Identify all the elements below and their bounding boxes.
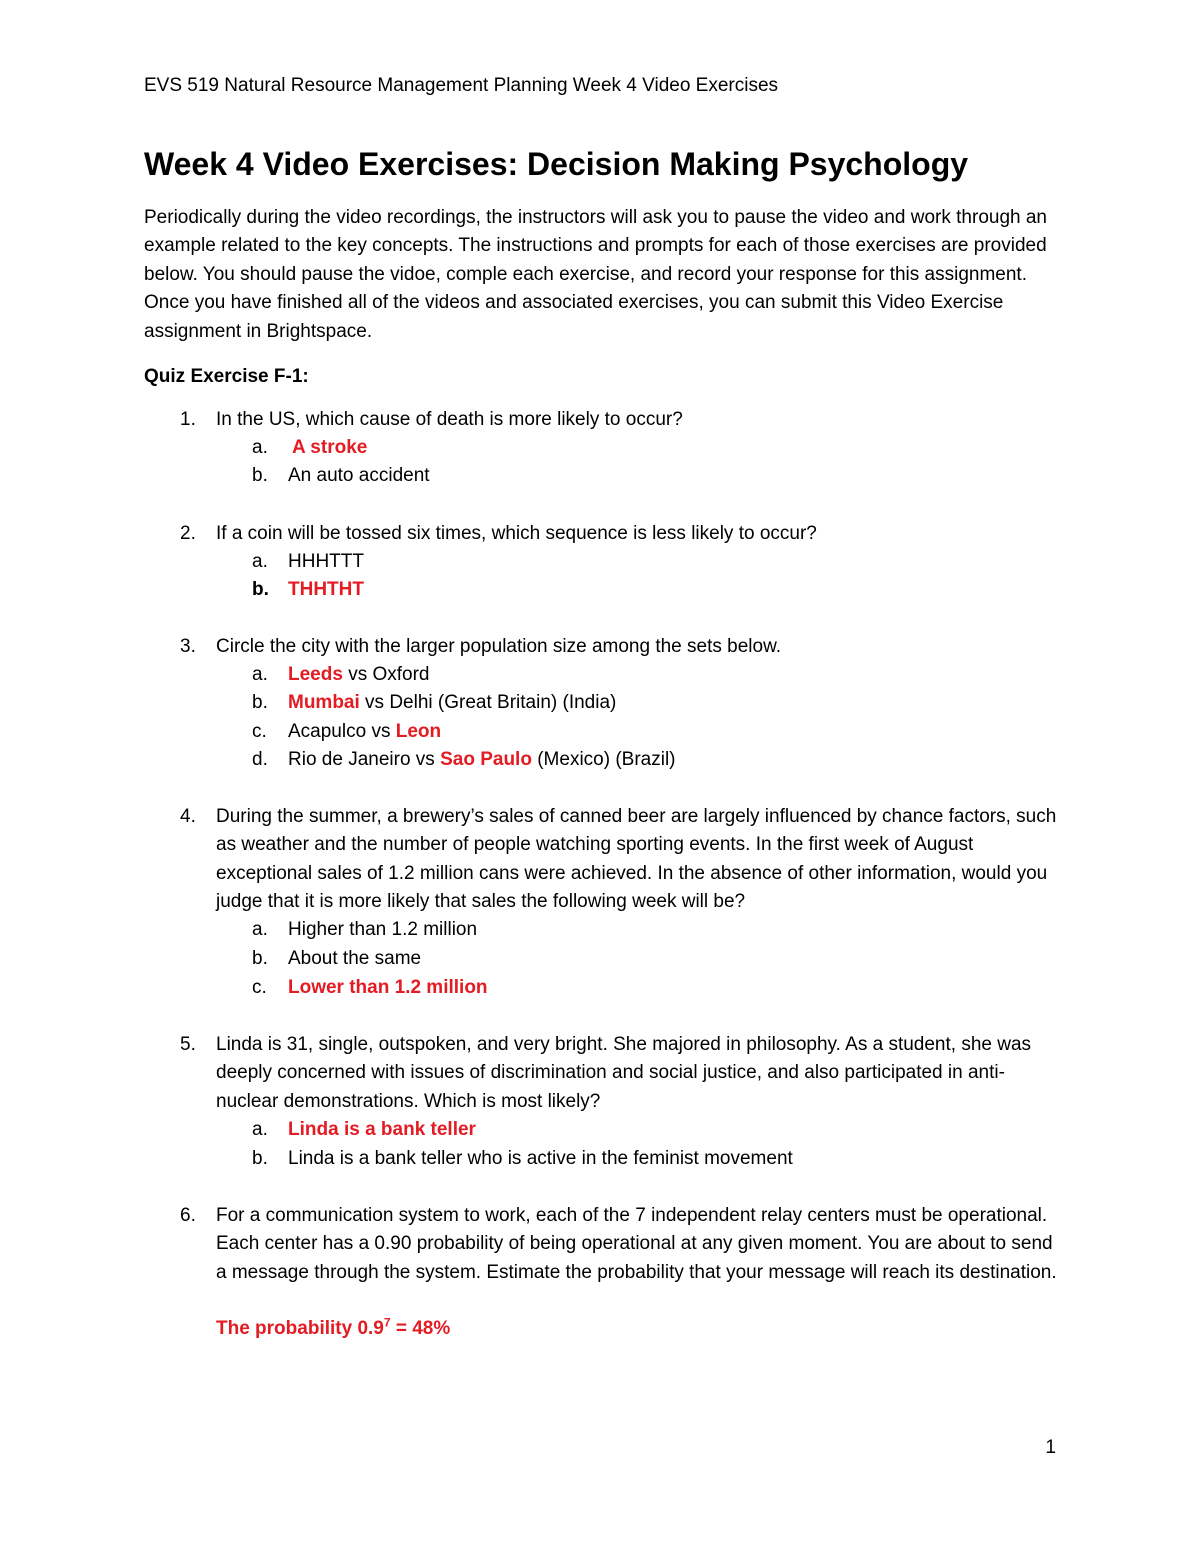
option	[0, 434, 1200, 462]
option-text: Mumbai vs Delhi (Great Britain) (India)	[288, 692, 617, 713]
answer-highlight: Linda is a bank teller	[288, 1119, 476, 1140]
option-letter: a.	[252, 919, 268, 940]
option-text	[292, 434, 367, 462]
answer-highlight: Leeds	[288, 664, 343, 685]
option-letter: b.	[252, 465, 268, 486]
question-text: For a communication system to work, each of the 7 independent relay centers must be operational. Each center has a 0.90 probability of being operational at any given moment. You are about to send a message through the system. Estimate the probability that your message will reach its destination.	[216, 1205, 1057, 1283]
option-letter: d.	[252, 749, 268, 770]
option	[0, 1116, 1200, 1144]
intro-paragraph: Periodically during the video recordings, the instructors will ask you to pause the video and work through an example related to the key concepts. The instructions and prompts for each of those exercises are provided below. You should pause the vidoe, comple each exercise, and record your response for this assignment. Once you have finished all of the videos and associated exercises, you can submit this Video Exercise assignment in Brightspace.	[144, 207, 1048, 342]
question-number: 3.	[180, 636, 196, 657]
option-text: An auto accident	[288, 465, 430, 486]
option-text	[288, 1116, 476, 1144]
option-text	[288, 576, 364, 604]
question-text: In the US, which cause of death is more likely to occur?	[216, 409, 683, 430]
question-text: Linda is 31, single, outspoken, and very bright. She majored in philosophy. As a student, she was deeply concerned with issues of discrimination and social justice, and also participated in anti-nuclear demonstrations. Which is most likely?	[216, 1034, 1032, 1112]
answer-highlight: Leon	[395, 721, 442, 742]
answer-highlight: Lower than 1.2 million	[288, 977, 488, 998]
option	[0, 916, 1200, 944]
answer-highlight: Mumbai	[288, 692, 360, 713]
option	[0, 689, 1200, 717]
option	[0, 661, 1200, 689]
option-letter: b.	[252, 692, 268, 713]
option-letter: b.	[252, 579, 269, 600]
question-number: 4.	[180, 806, 196, 827]
answer-highlight: Sao Paulo	[440, 749, 532, 770]
question-number: 5.	[180, 1034, 196, 1055]
page-title: Week 4 Video Exercises: Decision Making Psychology	[144, 146, 969, 182]
question-number: 1.	[180, 409, 196, 430]
option-text: Acapulco vs Leon	[288, 721, 442, 742]
question-number: 6.	[180, 1205, 196, 1226]
option	[0, 548, 1200, 576]
option-text: HHHTTT	[288, 551, 364, 572]
option-text: Linda is a bank teller who is active in the feminist movement	[288, 1148, 793, 1169]
question-number: 2.	[180, 523, 196, 544]
option	[0, 746, 1200, 774]
option-letter: a.	[252, 551, 268, 572]
running-header: EVS 519 Natural Resource Management Planning Week 4 Video Exercises	[144, 75, 779, 96]
section-heading: Quiz Exercise F-1:	[144, 366, 309, 387]
option-letter: c.	[252, 721, 267, 742]
answer-exponent: 7	[383, 1315, 391, 1330]
option-text: Higher than 1.2 million	[288, 919, 478, 940]
option	[0, 945, 1200, 973]
page-number: 1	[1045, 1437, 1056, 1458]
option-letter: a.	[252, 437, 268, 458]
option-letter: a.	[252, 664, 268, 685]
option-letter: b.	[252, 948, 268, 969]
option-text: Rio de Janeiro vs Sao Paulo (Mexico) (Brazil)	[288, 749, 676, 770]
option-text: Leeds vs Oxford	[288, 664, 430, 685]
option	[0, 974, 1200, 1002]
question-text: If a coin will be tossed six times, which sequence is less likely to occur?	[216, 523, 817, 544]
option-letter: b.	[252, 1148, 268, 1169]
option	[0, 1145, 1200, 1173]
option-letter: c.	[252, 977, 267, 998]
answer-highlight: A stroke	[292, 437, 368, 458]
answer-highlight: THHTHT	[288, 579, 364, 600]
option	[0, 576, 1200, 604]
answer-probability: The probability $0.9^7 = 48\%$	[216, 1315, 451, 1339]
question-text: Circle the city with the larger population size among the sets below.	[216, 636, 782, 657]
question-text: During the summer, a brewery’s sales of canned beer are largely influenced by chance factors, such as weather and the number of people watching sporting events. In the first week of August exceptional sales of 1.2 million cans were achieved. In the absence of other information, would you judge that it is more likely that sales the following week will be?	[216, 806, 1057, 912]
option-text	[288, 974, 488, 1002]
option-text: About the same	[288, 948, 422, 969]
option-letter: a.	[252, 1119, 268, 1140]
option	[0, 718, 1200, 746]
option	[0, 462, 1200, 490]
